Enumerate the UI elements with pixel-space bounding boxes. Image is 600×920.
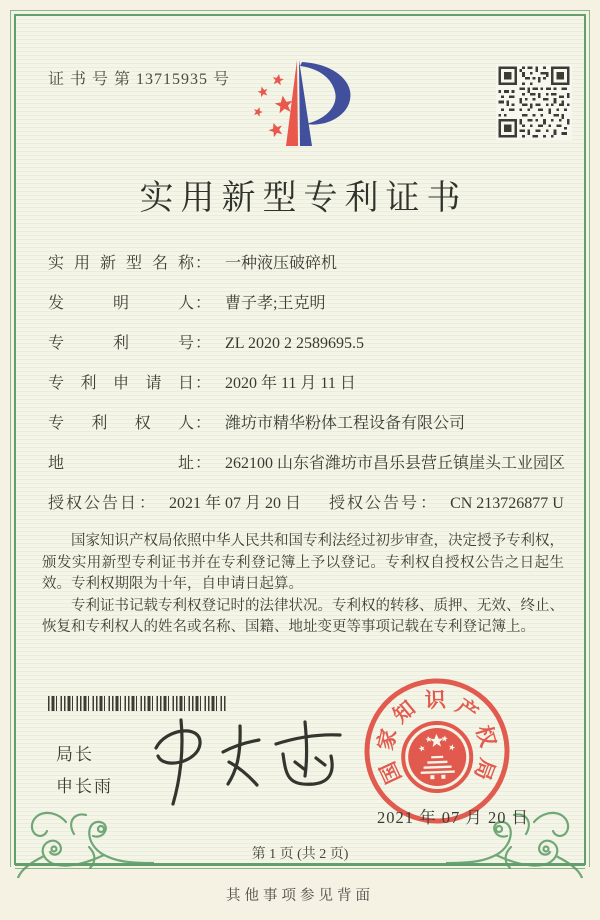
logo-blue-p [299, 60, 351, 146]
cnipa-patent-logo [228, 50, 364, 158]
logo-stars [252, 73, 294, 138]
seal-char: 国 [375, 757, 407, 788]
field-list [48, 250, 570, 530]
field-value: ZL 2020 2 2589695.5 [225, 335, 364, 352]
director-signature [128, 712, 353, 812]
seal-char: 权 [471, 722, 501, 750]
field-label: 专利申请日 [48, 375, 194, 392]
field-value: 2020 年 11 月 11 日 [225, 375, 356, 392]
field-colon: ： [139, 495, 156, 512]
footer-note: 其他事项参见背面 [226, 888, 374, 904]
director-title: 局长 [56, 745, 94, 764]
legal-paragraph-2: 专利证书记载专利权登记时的法律状况。专利权的转移、质押、无效、终止、恢复和专利权人的姓名或名称、国籍、地址变更等事项记载在专利登记簿上。 [42, 597, 564, 635]
seal-char: 局 [469, 755, 500, 784]
field-colon: ： [195, 415, 212, 432]
legal-paragraph-1: 国家知识产权局依照中华人民共和国专利法经过初步审查，决定授予专利权，颁发实用新型专利证书并在专利登记簿上予以登记。专利权自授权公告之日起生效。专利权期限为十年，自申请日起算。 [42, 533, 564, 592]
seal-date: 2021 年 07 月 20 日 [377, 808, 530, 827]
field-label: 发明人 [48, 295, 194, 312]
field-colon: ： [195, 455, 212, 472]
field-label: 专利权人 [48, 415, 194, 432]
field-row-patent-number [48, 330, 570, 354]
field-row-filing-date [48, 370, 570, 394]
legal-text [42, 531, 564, 639]
field-value: 262100 山东省潍坊市昌乐县营丘镇崖头工业园区 [225, 455, 566, 472]
field-value: 潍坊市精华粉体工程设备有限公司 [225, 415, 466, 432]
field-row-address [48, 450, 570, 474]
grant-number-label: 授权公告号 [329, 495, 420, 512]
grant-number-value: CN 213726877 U [450, 495, 564, 512]
seal-char: 识 [424, 687, 447, 713]
field-row-name [48, 250, 570, 274]
national-emblem [402, 722, 472, 792]
field-colon: ： [195, 295, 212, 312]
field-value: 一种液压破碎机 [225, 255, 338, 272]
grant-date-label: 授权公告日 [48, 495, 139, 512]
field-colon: ： [195, 375, 212, 392]
certificate-number: 证 书 号 第 13715935 号 [48, 71, 231, 88]
certificate-title: 实用新型专利证书 [139, 180, 468, 217]
field-label: 地址 [48, 455, 194, 472]
field-label: 专利号 [48, 335, 194, 352]
page-number: 第 1 页 (共 2 页) [251, 847, 349, 862]
seal-char: 产 [451, 693, 483, 726]
seal-char: 知 [388, 695, 420, 728]
grant-date-value: 2021 年 07 月 20 日 [169, 495, 302, 512]
field-row-inventor [48, 290, 570, 314]
field-colon: ： [195, 255, 212, 272]
field-label: 实用新型名称 [48, 255, 194, 272]
field-value: 曹子孝;王克明 [225, 295, 326, 312]
barcode [48, 696, 226, 711]
field-colon: ： [420, 495, 437, 512]
seal-char: 家 [373, 726, 402, 753]
field-row-grant [48, 490, 570, 514]
director-name: 申长雨 [56, 777, 113, 796]
field-colon: ： [195, 335, 212, 352]
qr-code [496, 64, 572, 140]
field-row-patentee [48, 410, 570, 434]
